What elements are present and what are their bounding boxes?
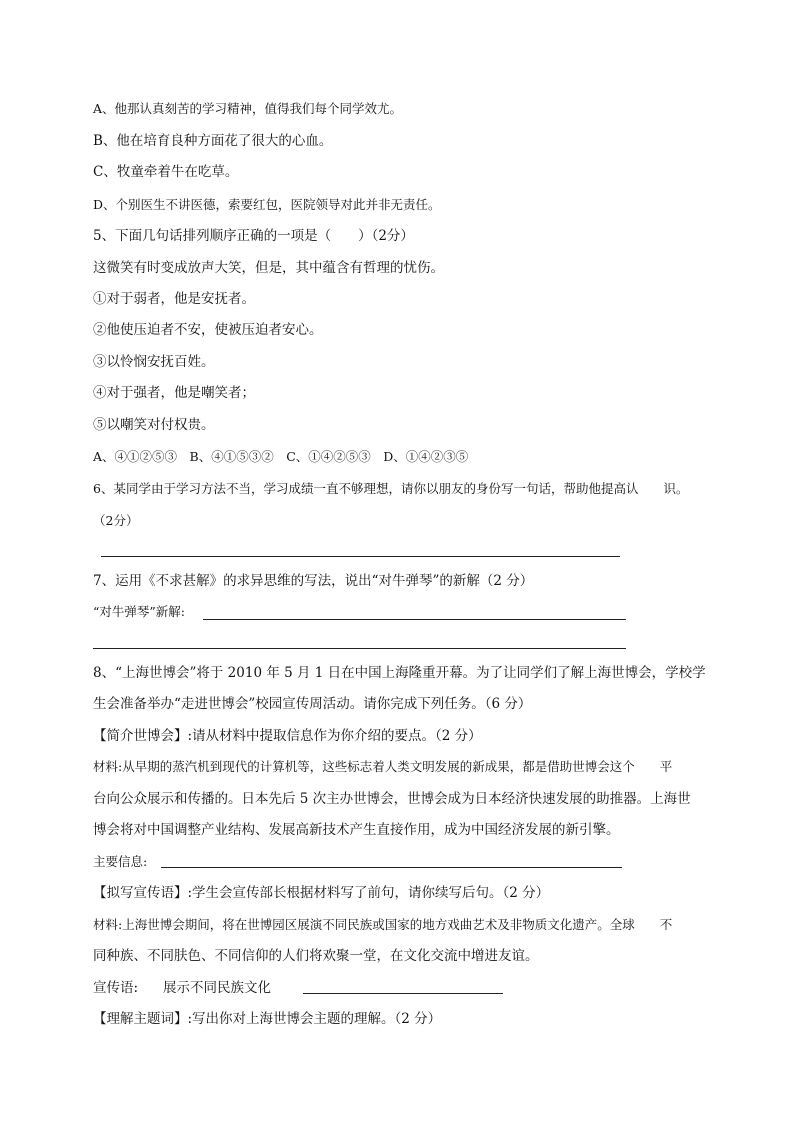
option-a: A、他那认真刻苦的学习精神，值得我们每个同学效尤。 (93, 101, 403, 116)
part-1-answer-line[interactable] (161, 867, 622, 868)
part-3-title: 【理解主题词】:写出你对上海世博会主题的理解。（2 分） (93, 1011, 442, 1027)
sentence-5: ⑤以嘲笑对付权贵。 (93, 417, 215, 433)
sentence-1: ①对于弱者，他是安抚者。 (93, 291, 255, 307)
question-5-options: A、④①②⑤③ B、④①⑤③② C、①④②⑤③ D、①④②③⑤ (93, 449, 469, 464)
part-1-answer-label: 主要信息: (93, 854, 148, 869)
sentence-4: ④对于强者，他是嘲笑者； (93, 385, 255, 401)
part-2-slogan-label: 宣传语: (93, 980, 139, 996)
part-2-title: 【拟写宣传语】:学生会宣传部长根据材料写了前句，请你续写后句。（2 分） (93, 885, 550, 901)
part-2-slogan-answer-line[interactable] (303, 993, 503, 994)
question-6-answer-line[interactable] (101, 556, 620, 557)
option-b: B、他在培育良种方面花了很大的心血。 (93, 133, 333, 149)
question-6-score: （2分） (93, 513, 139, 528)
part-1-material-line-2: 台向公众展示和传播的。日本先后 5 次主办世博会，世博会成为日本经济快速发展的助推器。上海世 (93, 791, 691, 807)
question-7-stem: 7、运用《不求甚解》的求异思维的写法，说出“对牛弹琴”的新解（2 分） (93, 573, 534, 589)
part-2-material-line-1: 材料:上海世博会期间，将在世博园区展演不同民族或国家的地方戏曲艺术及非物质文化遗产。全球 不 (93, 917, 673, 932)
part-1-material-line-3: 博会将对中国调整产业结构、发展高新技术产生直接作用，成为中国经济发展的新引擎。 (93, 822, 620, 838)
sentence-2: ②他使压迫者不安，使被压迫者安心。 (93, 322, 323, 338)
part-2-material-line-2: 同种族、不同肤色、不同信仰的人们将欢聚一堂，在文化交流中增进友谊。 (93, 948, 539, 964)
question-8-stem-line-1: 8、“上海世博会”将于 2010 年 5 月 1 日在中国上海隆重开幕。为了让同学们了解上海世博会，学校学 (93, 665, 706, 681)
question-5-stem: 5、下面几句话排列顺序正确的一项是（ ）（2分） (93, 228, 414, 244)
part-1-material-line-1: 材料:从早期的蒸汽机到现代的计算机等，这些标志着人类文明发展的新成果，都是借助世博会这个 平 (93, 759, 673, 774)
sentence-3: ③以怜悯安抚百姓。 (93, 354, 215, 370)
question-7-answer-line-2[interactable] (93, 648, 626, 649)
question-8-stem-line-2: 生会准备举办“走进世博会”校园宣传周活动。请你完成下列任务。（6 分） (93, 696, 532, 712)
question-5-lead: 这微笑有时变成放声大笑，但是，其中蕴含有哲理的忧伤。 (93, 260, 444, 276)
option-d: D、个别医生不讲医德，索要红包，医院领导对此并非无责任。 (93, 197, 441, 212)
part-2-slogan-text: 展示不同民族文化 (163, 980, 271, 996)
question-6-stem: 6、某同学由于学习方法不当，学习成绩一直不够理想，请你以朋友的身份写一句话，帮助他提高认 识。 (93, 481, 689, 496)
question-7-label: “对牛弹琴”新解: (93, 604, 185, 619)
option-c: C、牧童牵着牛在吃草。 (93, 164, 239, 180)
question-7-answer-line-1[interactable] (203, 619, 626, 620)
part-1-title: 【简介世博会】:请从材料中提取信息作为你介绍的要点。（2 分） (93, 728, 482, 744)
